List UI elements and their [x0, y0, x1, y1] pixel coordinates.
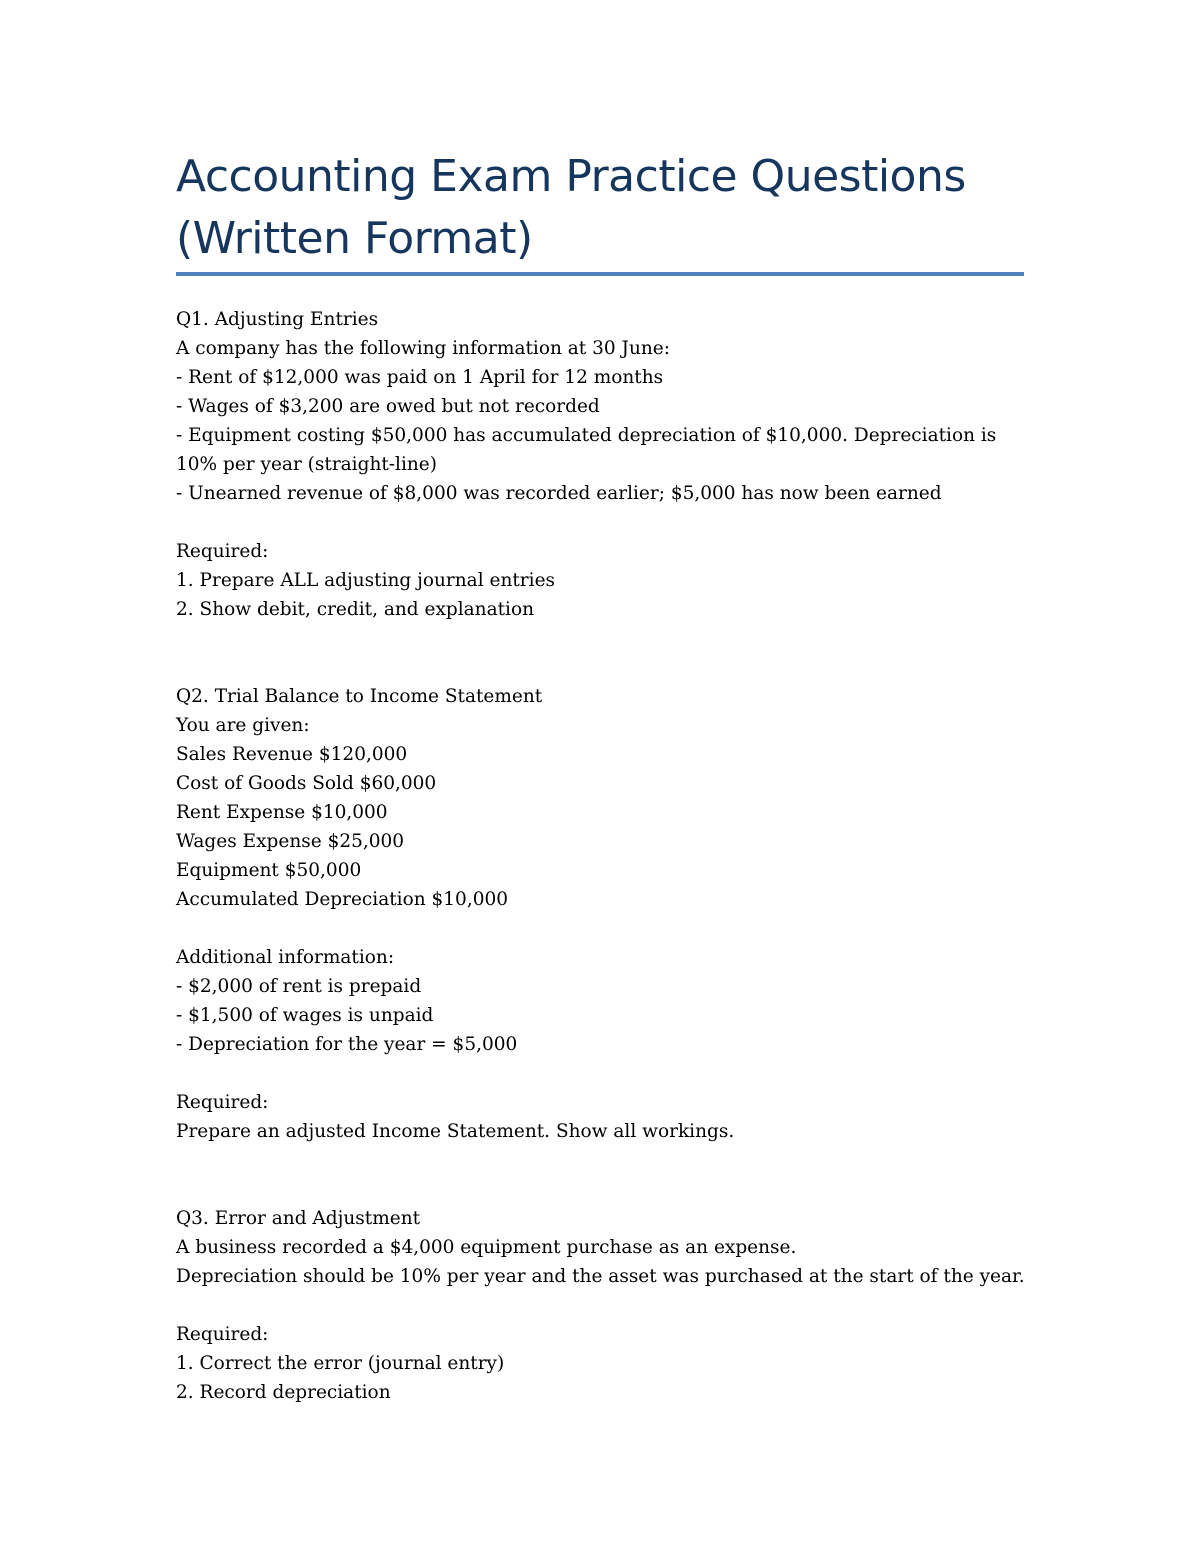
question-intro: You are given: — [176, 715, 310, 736]
list-item: - Unearned revenue of $8,000 was recorded earlier; $5,000 has now been earned — [176, 483, 942, 504]
list-item: Equipment $50,000 — [176, 860, 362, 881]
question-2 — [176, 682, 1036, 1146]
list-item: Wages Expense $25,000 — [176, 831, 405, 852]
list-item: Rent Expense $10,000 — [176, 802, 388, 823]
required-item: Prepare an adjusted Income Statement. Show all workings. — [176, 1121, 735, 1142]
list-item: - Equipment costing $50,000 has accumulated depreciation of $10,000. Depreciation is 10% per year (straight-line) — [176, 425, 997, 475]
list-item: - Depreciation for the year = $5,000 — [176, 1034, 518, 1055]
required-item: 1. Prepare ALL adjusting journal entries — [176, 570, 556, 591]
list-item: - $2,000 of rent is prepaid — [176, 976, 422, 997]
document-title: Accounting Exam Practice Questions (Written Format) — [176, 151, 966, 264]
list-item: - Wages of $3,200 are owed but not recorded — [176, 396, 600, 417]
question-heading: Q3. Error and Adjustment — [176, 1208, 421, 1229]
question-heading: Q2. Trial Balance to Income Statement — [176, 686, 543, 707]
question-1 — [176, 305, 1036, 624]
question-heading: Q1. Adjusting Entries — [176, 309, 379, 330]
required-item: 1. Correct the error (journal entry) — [176, 1353, 505, 1374]
additional-info-label: Additional information: — [176, 947, 395, 968]
document-body — [176, 305, 1036, 1407]
list-item: Accumulated Depreciation $10,000 — [176, 889, 509, 910]
list-item: Depreciation should be 10% per year and the asset was purchased at the start of the year. — [176, 1266, 1025, 1287]
title-underline — [176, 272, 1024, 276]
list-item: - Rent of $12,000 was paid on 1 April for 12 months — [176, 367, 664, 388]
list-item: - $1,500 of wages is unpaid — [176, 1005, 434, 1026]
list-item: Cost of Goods Sold $60,000 — [176, 773, 437, 794]
question-3 — [176, 1204, 1036, 1407]
question-intro: A company has the following information at 30 June: — [176, 338, 670, 359]
required-item: 2. Record depreciation — [176, 1382, 391, 1403]
required-label: Required: — [176, 1092, 269, 1113]
required-item: 2. Show debit, credit, and explanation — [176, 599, 535, 620]
question-intro: A business recorded a $4,000 equipment purchase as an expense. — [176, 1237, 797, 1258]
required-label: Required: — [176, 541, 269, 562]
list-item: Sales Revenue $120,000 — [176, 744, 408, 765]
required-label: Required: — [176, 1324, 269, 1345]
